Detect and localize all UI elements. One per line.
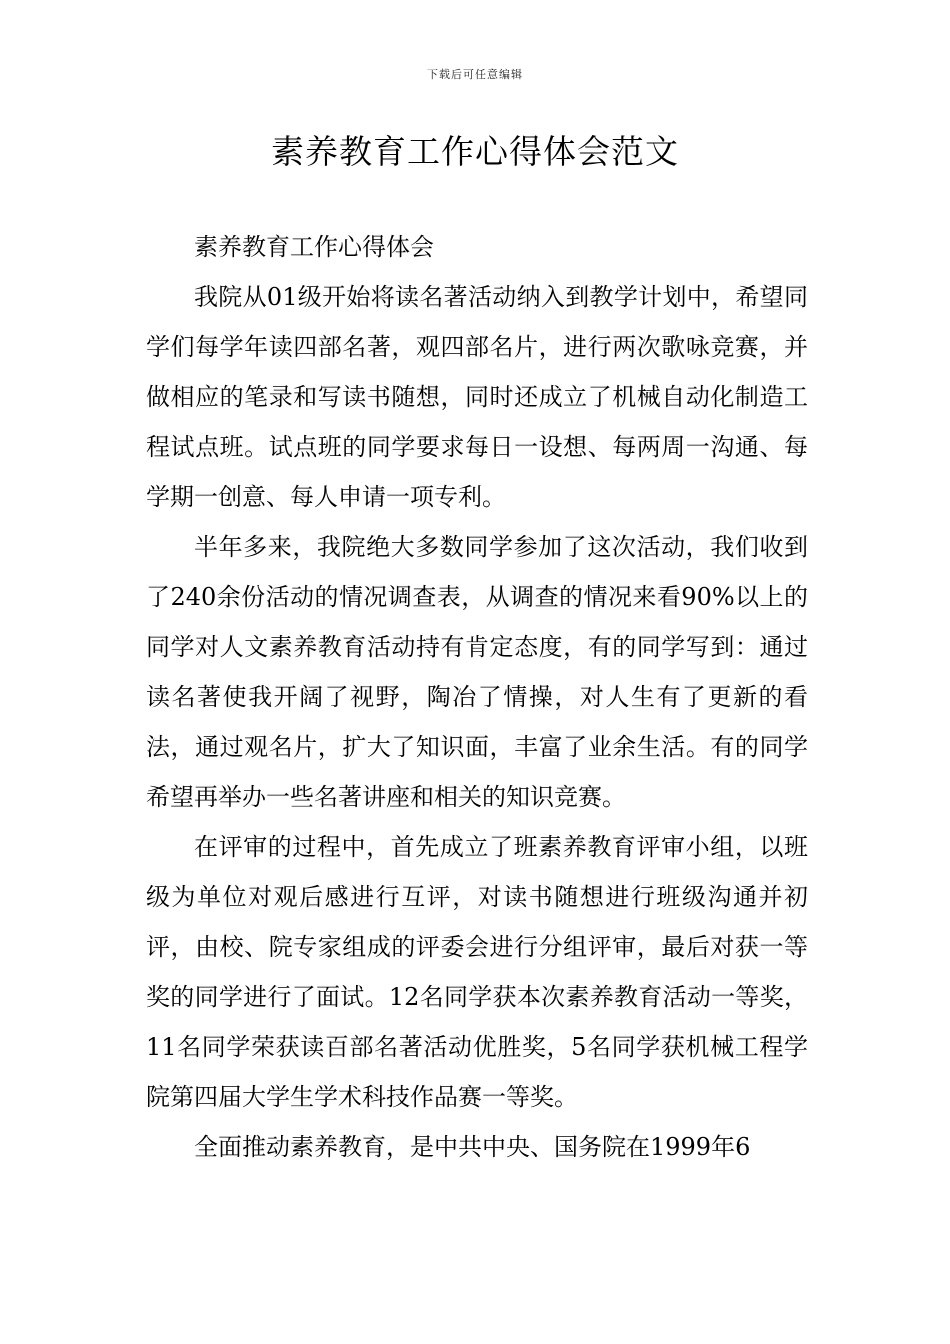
paragraph-4: 全面推动素养教育，是中共中央、国务院在1999年6: [194, 1133, 751, 1161]
paragraph-subtitle: 素养教育工作心得体会: [194, 233, 434, 261]
paragraph-3: 在评审的过程中，首先成立了班素养教育评审小组，以班级为单位对观后感进行互评，对读书随想进行班级沟通并初评，由校、院专家组成的评委会进行分组评审，最后对获一等奖的同学进行了面试。12名同学获本次素养教育活动一等奖，11名同学荣获读百部名著活动优胜奖，5名同学获机械工程学院第四届大学生学术科技作品赛一等奖。: [146, 833, 808, 1111]
document-body: [146, 222, 808, 1172]
header-note: 下载后可任意编辑: [427, 68, 523, 81]
paragraph-2: 半年多来，我院绝大多数同学参加了这次活动，我们收到了240余份活动的情况调查表，从调查的情况来看90%以上的同学对人文素养教育活动持有肯定态度，有的同学写到：通过读名著使我开阔了视野，陶冶了情操，对人生有了更新的看法，通过观名片，扩大了知识面，丰富了业余生活。有的同学希望再举办一些名著讲座和相关的知识竞赛。: [146, 533, 808, 811]
document-title: 素养教育工作心得体会范文: [271, 132, 679, 171]
paragraph-1: 我院从01级开始将读名著活动纳入到教学计划中，希望同学们每学年读四部名著，观四部名片，进行两次歌咏竞赛，并做相应的笔录和写读书随想，同时还成立了机械自动化制造工程试点班。试点班的同学要求每日一设想、每两周一沟通、每学期一创意、每人申请一项专利。: [146, 283, 808, 511]
